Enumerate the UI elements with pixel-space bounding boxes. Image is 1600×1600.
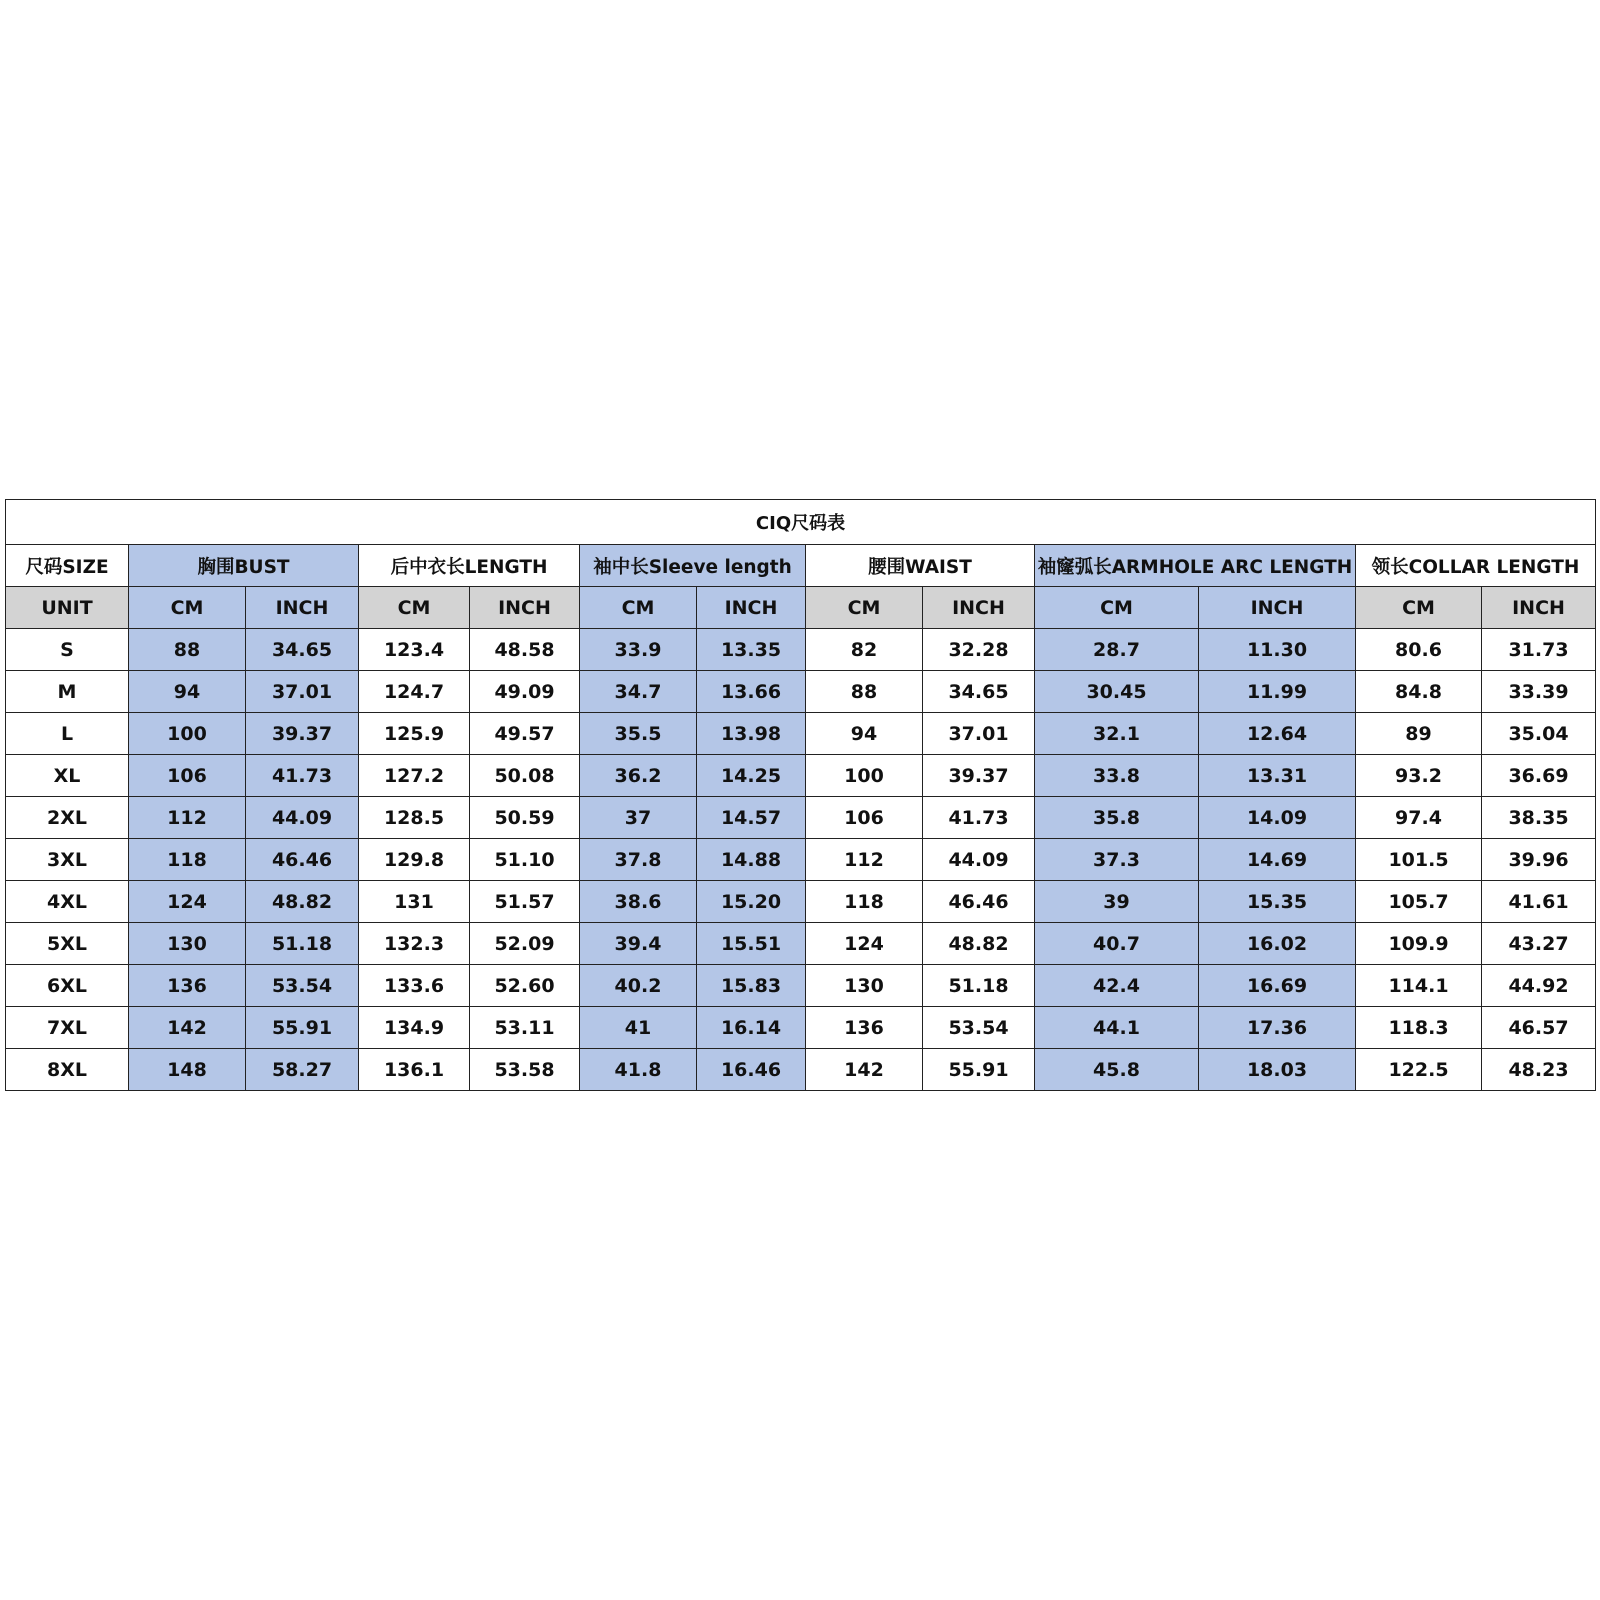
group-header-3: 腰围WAIST	[806, 545, 1035, 587]
table-cell: 34.65	[923, 671, 1035, 713]
size-label: M	[6, 671, 129, 713]
table-cell: 34.65	[246, 629, 359, 671]
table-cell: 118.3	[1356, 1007, 1482, 1049]
table-cell: 40.2	[580, 965, 697, 1007]
table-row	[6, 839, 1596, 881]
table-cell: 49.57	[470, 713, 580, 755]
table-cell: 88	[806, 671, 923, 713]
table-cell: 51.57	[470, 881, 580, 923]
table-cell: 124	[129, 881, 246, 923]
table-cell: 129.8	[359, 839, 470, 881]
table-cell: 37.8	[580, 839, 697, 881]
table-cell: 46.46	[923, 881, 1035, 923]
table-cell: 134.9	[359, 1007, 470, 1049]
table-cell: 15.35	[1199, 881, 1356, 923]
table-cell: 38.6	[580, 881, 697, 923]
table-cell: 46.57	[1482, 1007, 1596, 1049]
table-cell: 13.66	[697, 671, 806, 713]
table-cell: 35.8	[1035, 797, 1199, 839]
table-cell: 48.82	[923, 923, 1035, 965]
table-cell: 14.88	[697, 839, 806, 881]
table-cell: 125.9	[359, 713, 470, 755]
table-cell: 100	[129, 713, 246, 755]
table-cell: 114.1	[1356, 965, 1482, 1007]
table-cell: 35.04	[1482, 713, 1596, 755]
table-cell: 130	[806, 965, 923, 1007]
unit-header-2-0: CM	[580, 587, 697, 629]
table-cell: 39.37	[246, 713, 359, 755]
size-label: XL	[6, 755, 129, 797]
table-row	[6, 755, 1596, 797]
table-cell: 14.09	[1199, 797, 1356, 839]
table-cell: 55.91	[246, 1007, 359, 1049]
table-cell: 136	[806, 1007, 923, 1049]
table-cell: 131	[359, 881, 470, 923]
table-cell: 15.51	[697, 923, 806, 965]
table-cell: 46.46	[246, 839, 359, 881]
unit-header-row	[6, 587, 1596, 629]
unit-header-4-1: INCH	[1199, 587, 1356, 629]
table-cell: 112	[129, 797, 246, 839]
table-cell: 17.36	[1199, 1007, 1356, 1049]
table-cell: 41	[580, 1007, 697, 1049]
table-cell: 123.4	[359, 629, 470, 671]
group-header-1: 后中衣长LENGTH	[359, 545, 580, 587]
table-cell: 13.35	[697, 629, 806, 671]
size-label: 5XL	[6, 923, 129, 965]
table-cell: 36.2	[580, 755, 697, 797]
table-cell: 136.1	[359, 1049, 470, 1091]
table-cell: 44.1	[1035, 1007, 1199, 1049]
table-cell: 53.11	[470, 1007, 580, 1049]
table-cell: 38.35	[1482, 797, 1596, 839]
table-cell: 49.09	[470, 671, 580, 713]
table-cell: 132.3	[359, 923, 470, 965]
table-cell: 39.4	[580, 923, 697, 965]
table-cell: 45.8	[1035, 1049, 1199, 1091]
table-cell: 130	[129, 923, 246, 965]
size-label: 3XL	[6, 839, 129, 881]
table-cell: 53.54	[246, 965, 359, 1007]
table-cell: 13.31	[1199, 755, 1356, 797]
table-cell: 36.69	[1482, 755, 1596, 797]
table-cell: 15.83	[697, 965, 806, 1007]
table-row	[6, 629, 1596, 671]
table-cell: 37.3	[1035, 839, 1199, 881]
table-cell: 44.09	[246, 797, 359, 839]
table-cell: 109.9	[1356, 923, 1482, 965]
table-cell: 128.5	[359, 797, 470, 839]
table-cell: 14.57	[697, 797, 806, 839]
table-cell: 55.91	[923, 1049, 1035, 1091]
table-cell: 34.7	[580, 671, 697, 713]
table-cell: 32.28	[923, 629, 1035, 671]
unit-header-0-0: CM	[129, 587, 246, 629]
table-cell: 33.9	[580, 629, 697, 671]
table-cell: 33.39	[1482, 671, 1596, 713]
table-cell: 37.01	[923, 713, 1035, 755]
table-cell: 50.08	[470, 755, 580, 797]
table-cell: 16.02	[1199, 923, 1356, 965]
table-cell: 51.18	[246, 923, 359, 965]
table-cell: 94	[806, 713, 923, 755]
size-chart-table	[5, 499, 1596, 1091]
table-row	[6, 797, 1596, 839]
size-header: 尺码SIZE	[6, 545, 129, 587]
table-cell: 11.99	[1199, 671, 1356, 713]
table-cell: 31.73	[1482, 629, 1596, 671]
table-cell: 28.7	[1035, 629, 1199, 671]
table-cell: 136	[129, 965, 246, 1007]
table-cell: 106	[129, 755, 246, 797]
table-cell: 105.7	[1356, 881, 1482, 923]
unit-header-5-1: INCH	[1482, 587, 1596, 629]
table-cell: 127.2	[359, 755, 470, 797]
table-cell: 48.82	[246, 881, 359, 923]
table-cell: 51.10	[470, 839, 580, 881]
group-header-2: 袖中长Sleeve length	[580, 545, 806, 587]
size-label: 4XL	[6, 881, 129, 923]
table-cell: 106	[806, 797, 923, 839]
table-cell: 80.6	[1356, 629, 1482, 671]
unit-header-4-0: CM	[1035, 587, 1199, 629]
unit-header-0-1: INCH	[246, 587, 359, 629]
table-cell: 88	[129, 629, 246, 671]
table-row	[6, 1049, 1596, 1091]
table-cell: 41.73	[923, 797, 1035, 839]
table-cell: 41.61	[1482, 881, 1596, 923]
table-title: CIQ尺码表	[6, 500, 1596, 545]
unit-header-3-1: INCH	[923, 587, 1035, 629]
table-cell: 35.5	[580, 713, 697, 755]
table-cell: 14.69	[1199, 839, 1356, 881]
table-row	[6, 923, 1596, 965]
table-cell: 12.64	[1199, 713, 1356, 755]
unit-header-3-0: CM	[806, 587, 923, 629]
table-row	[6, 881, 1596, 923]
size-label: 7XL	[6, 1007, 129, 1049]
unit-header-1-1: INCH	[470, 587, 580, 629]
table-cell: 16.69	[1199, 965, 1356, 1007]
table-row	[6, 671, 1596, 713]
table-cell: 16.14	[697, 1007, 806, 1049]
table-cell: 39.37	[923, 755, 1035, 797]
table-cell: 53.54	[923, 1007, 1035, 1049]
table-cell: 52.09	[470, 923, 580, 965]
group-header-4: 袖窿弧长ARMHOLE ARC LENGTH	[1035, 545, 1356, 587]
size-label: L	[6, 713, 129, 755]
unit-header: UNIT	[6, 587, 129, 629]
table-cell: 18.03	[1199, 1049, 1356, 1091]
table-cell: 43.27	[1482, 923, 1596, 965]
table-cell: 94	[129, 671, 246, 713]
table-cell: 48.23	[1482, 1049, 1596, 1091]
table-cell: 50.59	[470, 797, 580, 839]
table-row	[6, 713, 1596, 755]
size-label: 8XL	[6, 1049, 129, 1091]
table-cell: 11.30	[1199, 629, 1356, 671]
table-cell: 142	[129, 1007, 246, 1049]
table-cell: 133.6	[359, 965, 470, 1007]
table-cell: 58.27	[246, 1049, 359, 1091]
table-cell: 41.73	[246, 755, 359, 797]
table-cell: 40.7	[1035, 923, 1199, 965]
table-row	[6, 1007, 1596, 1049]
unit-header-2-1: INCH	[697, 587, 806, 629]
table-cell: 93.2	[1356, 755, 1482, 797]
group-header-row	[6, 545, 1596, 587]
table-cell: 51.18	[923, 965, 1035, 1007]
table-cell: 148	[129, 1049, 246, 1091]
table-cell: 15.20	[697, 881, 806, 923]
table-cell: 37.01	[246, 671, 359, 713]
table-cell: 101.5	[1356, 839, 1482, 881]
table-cell: 124.7	[359, 671, 470, 713]
table-cell: 44.92	[1482, 965, 1596, 1007]
table-cell: 124	[806, 923, 923, 965]
table-cell: 42.4	[1035, 965, 1199, 1007]
table-cell: 14.25	[697, 755, 806, 797]
table-cell: 100	[806, 755, 923, 797]
table-cell: 52.60	[470, 965, 580, 1007]
table-cell: 118	[129, 839, 246, 881]
group-header-0: 胸围BUST	[129, 545, 359, 587]
table-cell: 32.1	[1035, 713, 1199, 755]
size-label: S	[6, 629, 129, 671]
unit-header-1-0: CM	[359, 587, 470, 629]
table-cell: 48.58	[470, 629, 580, 671]
table-cell: 33.8	[1035, 755, 1199, 797]
table-cell: 39	[1035, 881, 1199, 923]
table-cell: 122.5	[1356, 1049, 1482, 1091]
table-cell: 30.45	[1035, 671, 1199, 713]
table-cell: 39.96	[1482, 839, 1596, 881]
table-cell: 84.8	[1356, 671, 1482, 713]
unit-header-5-0: CM	[1356, 587, 1482, 629]
group-header-5: 领长COLLAR LENGTH	[1356, 545, 1596, 587]
table-cell: 53.58	[470, 1049, 580, 1091]
table-cell: 13.98	[697, 713, 806, 755]
table-cell: 97.4	[1356, 797, 1482, 839]
size-label: 2XL	[6, 797, 129, 839]
table-cell: 118	[806, 881, 923, 923]
table-cell: 16.46	[697, 1049, 806, 1091]
size-label: 6XL	[6, 965, 129, 1007]
table-cell: 41.8	[580, 1049, 697, 1091]
table-cell: 142	[806, 1049, 923, 1091]
table-cell: 82	[806, 629, 923, 671]
table-cell: 37	[580, 797, 697, 839]
table-cell: 89	[1356, 713, 1482, 755]
table-row	[6, 965, 1596, 1007]
table-cell: 112	[806, 839, 923, 881]
table-cell: 44.09	[923, 839, 1035, 881]
